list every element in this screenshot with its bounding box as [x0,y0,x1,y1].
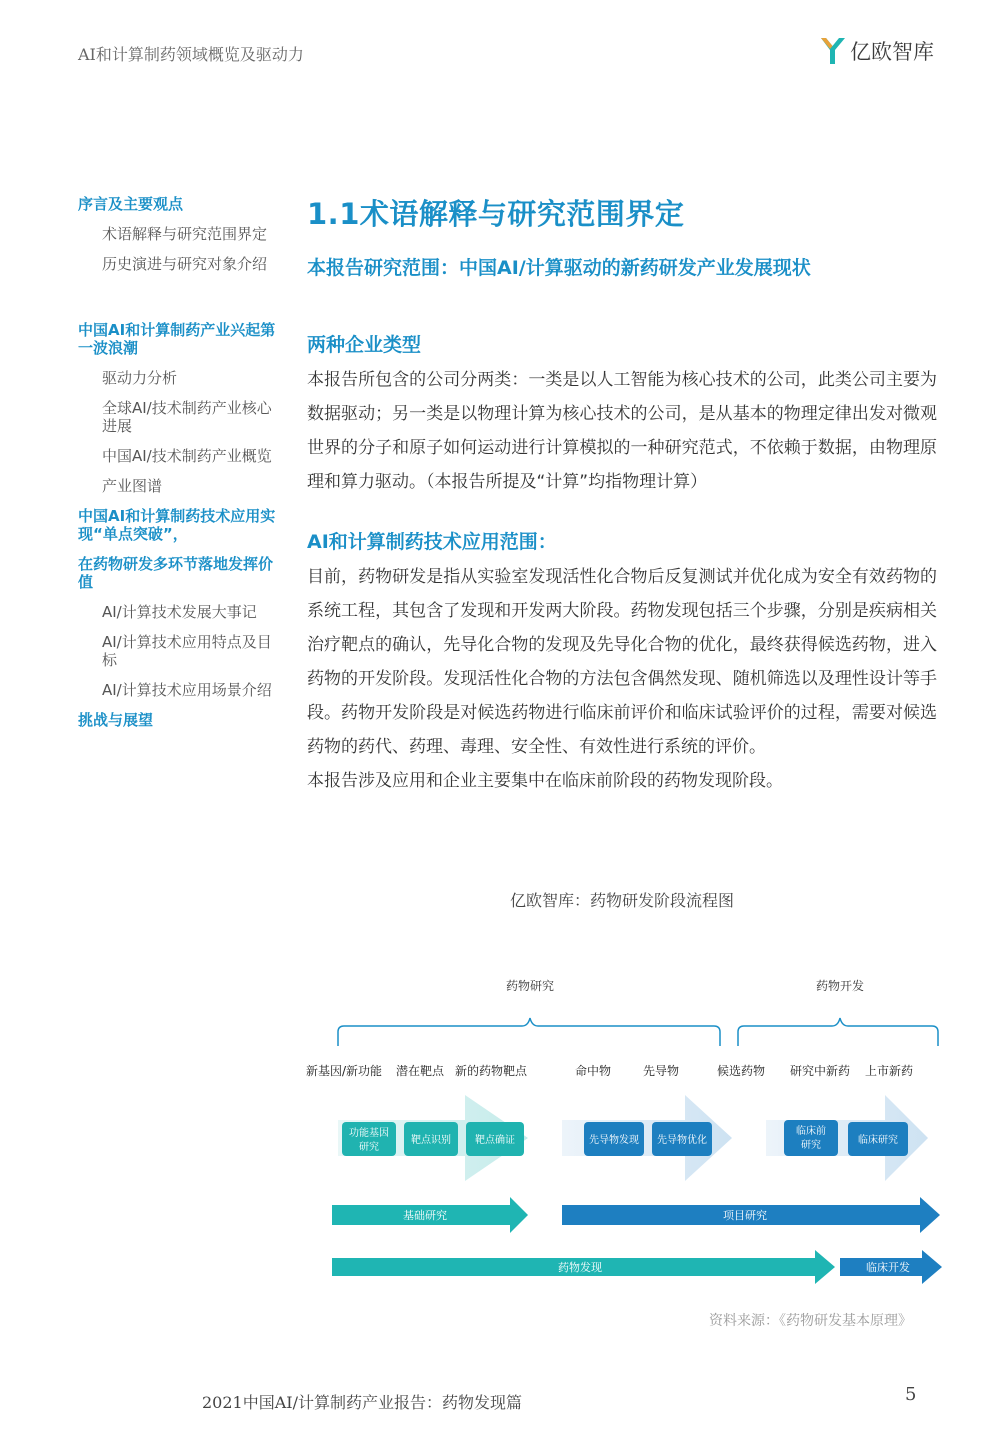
arrow-clinical-development-label: 临床开发 [866,1261,910,1274]
toc-item-china-overview[interactable]: 中国AI/技术制药产业概览 [102,447,272,465]
page-subtitle: 本报告研究范围：中国AI/计算驱动的新药研发产业发展现状 [307,257,811,279]
section-heading-application-scope: AI和计算制药技术应用范围： [307,531,557,553]
page-number: 5 [905,1384,917,1405]
toc-section-first-wave[interactable]: 中国AI和计算制药产业兴起第一波浪潮 [78,321,276,357]
stage-label-lead: 先导物 [642,1064,680,1078]
stage-label-candidate: 候选药物 [716,1064,766,1078]
sidebar-toc [78,195,278,741]
box-preclinical-line1: 临床前 [796,1126,826,1137]
brace-label-development: 药物开发 [815,979,865,993]
box-clinical-label: 临床研究 [858,1135,898,1146]
box-functional-gene-line2: 研究 [359,1142,379,1153]
toc-item-global-progress[interactable]: 全球AI/技术制药产业核心进展 [102,399,272,435]
box-lead-optimization-label: 先导物优化 [657,1135,707,1146]
toc-item-drivers[interactable]: 驱动力分析 [102,369,178,387]
drug-rd-flow-diagram [300,960,950,1290]
toc-item-features[interactable]: AI/计算技术应用特点及目标 [102,633,272,669]
section-text-company-types: 本报告所包含的公司分两类：一类是以人工智能为核心技术的公司，此类公司主要为数据驱动；另一类是以物理计算为核心技术的公司，是从基本的物理定律出发对微观世界的分子和原子如何运动进行计算模拟的一种研究范式，不依赖于数据，由物理原理和算力驱动。（本报告所提及“计算”均指物理计算） [307,370,937,492]
toc-section-challenges[interactable]: 挑战与展望 [78,711,154,729]
stage-label-ind: 研究中新药 [789,1064,851,1078]
stage-label-new-gene: 新基因/新功能 [305,1064,383,1078]
box-functional-gene-line1: 功能基因 [349,1128,389,1139]
stage-label-hit: 命中物 [574,1064,612,1078]
toc-item-scenarios[interactable]: AI/计算技术应用场景介绍 [102,681,272,699]
box-target-identification-label: 靶点识别 [411,1135,451,1146]
brace-development [738,1018,938,1046]
stage-label-new-target: 新的药物靶点 [454,1064,528,1078]
box-lead-discovery-label: 先导物发现 [589,1135,639,1146]
brace-label-research: 药物研究 [505,979,555,993]
toc-section-preface[interactable]: 序言及主要观点 [78,195,184,213]
stage-label-marketed: 上市新药 [864,1064,914,1078]
box-target-validation-label: 靶点确证 [475,1135,515,1146]
arrow-drug-discovery-label: 药物发现 [558,1261,602,1274]
toc-item-milestones[interactable]: AI/计算技术发展大事记 [102,603,257,621]
source-note: 资料来源：《药物研发基本原理》 [709,1313,912,1329]
footer-title: 2021中国AI/计算制药产业报告：药物发现篇 [202,1393,522,1412]
header-title: AI和计算制药领域概览及驱动力 [78,45,304,64]
main-content [307,192,937,798]
logo-text: 亿欧智库 [850,40,934,64]
page-title: 1.1术语解释与研究范围界定 [307,197,685,231]
toc-item-industry-map[interactable]: 产业图谱 [102,477,163,495]
toc-section-breakthrough[interactable]: 中国AI和计算制药技术应用实现“单点突破”， [78,507,276,543]
brace-research [338,1018,720,1046]
section-heading-company-types: 两种企业类型 [307,334,422,356]
toc-section-value[interactable]: 在药物研发多环节落地发挥价值 [78,555,274,591]
arrow-basic-research-label: 基础研究 [403,1209,447,1222]
box-preclinical-line2: 研究 [801,1140,821,1151]
section-text-application-scope: 目前，药物研发是指从实验室发现活性化合物后反复测试并优化成为安全有效药物的系统工程，其包含了发现和开发两大阶段。药物发现包括三个步骤，分别是疾病相关治疗靶点的确认，先导化合物的发现及先导化合物的优化，最终获得候选药物，进入药物的开发阶段。发现活性化合物的方法包含偶然发现、随机筛选以及理性设计等手段。药物开发阶段是对候选药物进行临床前评价和临床试验评价的过程，需要对候选药物的药代、药理、毒理、安全性、有效性进行系统的评价。 [307,567,937,757]
logo [820,36,934,66]
diagram-title: 亿欧智库：药物研发阶段流程图 [509,891,734,910]
toc-item-terms[interactable]: 术语解释与研究范围界定 [102,225,268,243]
stage-label-potential-target: 潜在靶点 [395,1064,445,1078]
section-note: 本报告涉及应用和企业主要集中在临床前阶段的药物发现阶段。 [307,771,783,791]
toc-item-history[interactable]: 历史演进与研究对象介绍 [102,255,268,273]
logo-icon [820,36,846,66]
arrow-project-research-label: 项目研究 [723,1209,767,1222]
